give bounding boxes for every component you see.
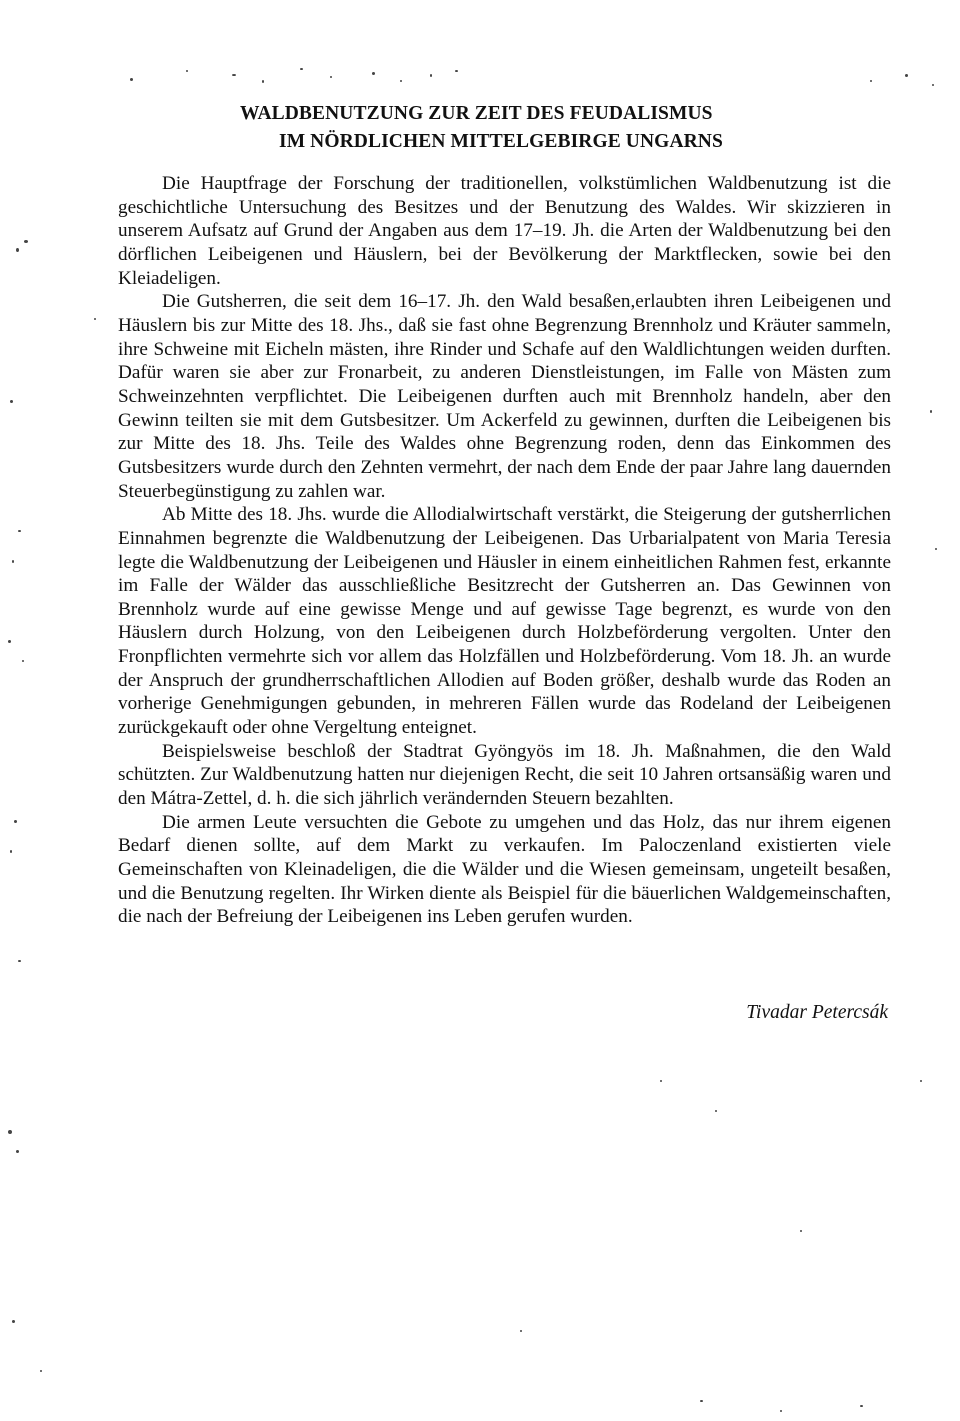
author-signature: Tivadar Petercsák (746, 1002, 888, 1023)
paragraph-1: Die Hauptfrage der Forschung der traditionellen, volkstümlichen Waldbenutzung ist die geschichtliche Untersuchung des Besitzes und der Benutzung des Waldes. Wir skizzieren in unserem Aufsatz auf Grund der Angaben aus dem 17–19. Jh. die Arten der Waldbenutzung bei den dörflichen Leibeigenen und Häuslern, bei der Bevölkerung der Marktflecken, sowie bei den Kleiadeligen. (118, 173, 891, 289)
paragraph-3: Ab Mitte des 18. Jhs. wurde die Allodialwirtschaft verstärkt, die Steigerung der gutsherrlichen Einnahmen begrenzte die Waldbenutzung der Leibeigenen. Das Urbarialpatent von Maria Teresia legte die Waldbenutzung der Leibeigenen und Häusler in einem einheitlichen Rahmen fest, erkannte im Falle der Wälder das ausschließliche Besitzrecht der Gutsherren an. Das Gewinnen von Brennholz wurde auf eine gewisse Menge und auf gewisse Tage begrenzt, es wurde von den Häuslern durch Holzung, von den Leibeigenen durch Holzbeförderung vergolten. Unter den Fronpflichten vermehrte sich vor allem das Holzfällen und Holzbeförderung. Vom 18. Jh. an wurde der Anspruch der grundherrschaftlichen Allodien auf Boden größer, deshalb wurde das Roden an vorherige Genehmigungen gebunden, in mehreren Fällen wurde das Rodeland der Leibeigenen zurückgekauft oder ohne Vergeltung enteignet. (118, 504, 891, 739)
paragraph-2: Die Gutsherren, die seit dem 16–17. Jh. den Wald besaßen,erlaubten ihren Leibeigenen und Häuslern bis zur Mitte des 18. Jhs., daß sie fast ohne Begrenzung Brennholz und Kräuter sammeln, ihre Schweine mit Eicheln mästen, ihre Rinder und Schafe auf den Waldlichtungen weiden durften. Dafür waren sie aber zur Fronarbeit, zu anderen Dienstleistungen, im Falle von Mästen zum Schweinzehnten verpflichtet. Die Leibeigenen durften auch mit Brennholz handeln, aber den Gewinn teilten sie mit dem Gutsbesitzer. Um Ackerfeld zu gewinnen, durften die Leibeigenen bis zur Mitte des 18. Jhs. Teile des Waldes ohne Begrenzung roden, denn das Einkommen des Gutsbesitzers wurde durch den Zehnten vermehrt, der nach dem Ende der paar Jahre lang dauernden Steuerbegünstigung zu zahlen war. (118, 291, 891, 502)
title-line-2: IM NÖRDLICHEN MITTELGEBIRGE UNGARNS (279, 131, 723, 152)
document-title (240, 100, 780, 156)
title-line-1: WALDBENUTZUNG ZUR ZEIT DES FEUDALISMUS (240, 103, 713, 124)
article-body (118, 172, 891, 929)
paragraph-4: Beispielsweise beschloß der Stadtrat Gyöngyös im 18. Jh. Maßnahmen, die den Wald schützten. Zur Waldbenutzung hatten nur diejenigen Recht, die seit 10 Jahren ortsansäßig waren und den Mátra-Zettel, d. h. die sich jährlich verändernden Steuern bezahlten. (118, 740, 891, 810)
paragraph-5: Die armen Leute versuchten die Gebote zu umgehen und das Holz, das nur ihrem eigenen Bedarf dienen sollte, auf dem Markt zu verkaufen. Im Paloczenland existierten viele Gemeinschaften von Kleinadeligen, die die Wälder und die Wiesen gemeinsam, ungeteilt besaßen, und die Benutzung regelten. Ihr Wirken diente als Beispiel für die bäuerlichen Waldgemeinschaften, die nach der Befreiung der Leibeigenen ins Leben gerufen wurden. (118, 811, 891, 928)
